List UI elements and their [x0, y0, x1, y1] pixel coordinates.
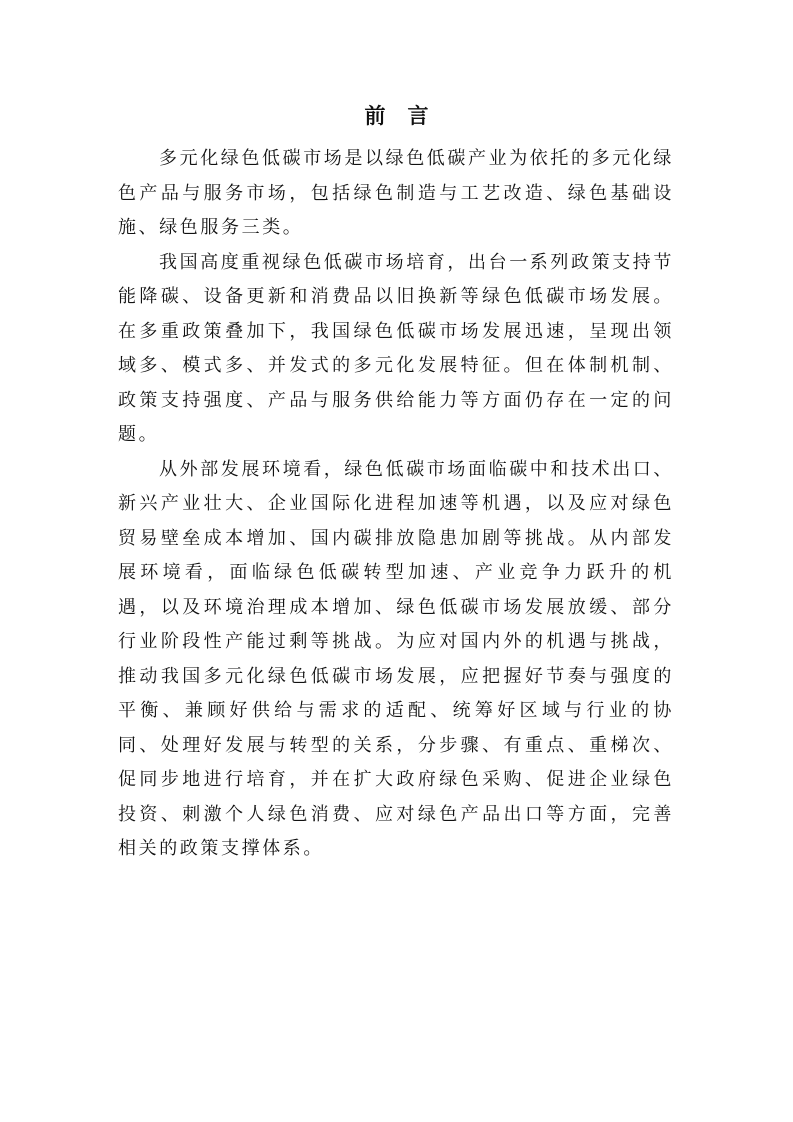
paragraph-2: 我国高度重视绿色低碳市场培育，出台一系列政策支持节能降碳、设备更新和消费品以旧换新等绿色低碳市场发展。在多重政策叠加下，我国绿色低碳市场发展迅速，呈现出领域多、模式多、并发式的多元化发展特征。但在体制机制、政策支持强度、产品与服务供给能力等方面仍存在一定的问题。: [118, 251, 674, 445]
paragraph-1: 多元化绿色低碳市场是以绿色低碳产业为依托的多元化绿色产品与服务市场，包括绿色制造与工艺改造、绿色基础设施、绿色服务三类。: [118, 148, 674, 238]
body-text: [118, 142, 674, 867]
page-title: 前言: [364, 103, 451, 128]
paragraph-3: 从外部发展环境看，绿色低碳市场面临碳中和技术出口、新兴产业壮大、企业国际化进程加速等机遇，以及应对绿色贸易壁垒成本增加、国内碳排放隐患加剧等挑战。从内部发展环境看，面临绿色低碳转型加速、产业竞争力跃升的机遇，以及环境治理成本增加、绿色低碳市场发展放缓、部分行业阶段性产能过剩等挑战。为应对国内外的机遇与挑战，推动我国多元化绿色低碳市场发展，应把握好节奏与强度的平衡、兼顾好供给与需求的适配、统筹好区域与行业的协同、处理好发展与转型的关系，分步骤、有重点、重梯次、促同步地进行培育，并在扩大政府绿色采购、促进企业绿色投资、刺激个人绿色消费、应对绿色产品出口等方面，完善相关的政策支撑体系。: [118, 458, 674, 859]
